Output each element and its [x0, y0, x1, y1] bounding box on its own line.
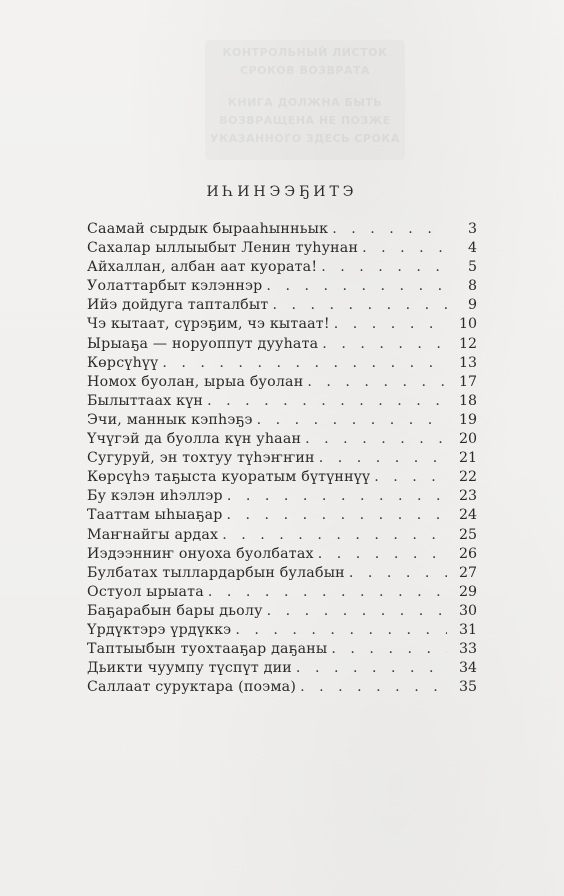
toc-entry	[87, 545, 477, 564]
toc-entry-title: Үчүгэй да буолла күн уһаан	[87, 431, 302, 448]
toc-entry-page-number: 4	[467, 240, 477, 257]
dot-leader	[204, 583, 447, 602]
dot-leader	[223, 487, 447, 506]
page-title: ИҺИНЭЭҔИТЭ	[206, 184, 358, 200]
toc-entry-title: Бу кэлэн иһэллэр	[87, 488, 223, 505]
stamp-line: КОНТРОЛЬНЫЙ ЛИСТОК	[222, 46, 388, 59]
dot-leader	[253, 411, 447, 430]
dot-leader	[345, 564, 447, 583]
toc-entry-page-number: 25	[458, 526, 477, 543]
toc-entry-title: Уолаттарбыт кэлэннэр	[87, 278, 263, 295]
toc-entry	[87, 430, 477, 449]
dot-leader	[218, 526, 447, 545]
toc-entry-title: Саллаат суруктара (поэма)	[87, 679, 297, 696]
toc-entry	[87, 239, 477, 258]
stamp-line: ВОЗВРАЩЕНА НЕ ПОЗЖЕ	[219, 114, 391, 127]
dot-leader	[262, 277, 447, 296]
toc-entry-page-number: 30	[458, 602, 477, 619]
dot-leader	[314, 545, 447, 564]
dot-leader	[296, 678, 447, 697]
dot-leader	[370, 468, 447, 487]
toc-entry-title: Ырыаҕа — норуоппут дууһата	[87, 335, 319, 352]
toc-entry	[87, 315, 477, 334]
dot-leader	[327, 640, 447, 659]
toc-entry	[87, 659, 477, 678]
toc-entry-title: Маҥнайгы ардах	[87, 526, 219, 543]
toc-entry	[87, 354, 477, 373]
toc-entry	[87, 526, 477, 545]
toc-entry-page-number: 33	[458, 641, 477, 658]
toc-entry-title: Таптыыбын туохтааҕар даҕаны	[87, 641, 328, 658]
toc-entry	[87, 258, 477, 277]
toc-entry-page-number: 10	[458, 316, 477, 333]
toc-entry-title: Булбатах тыллардарбын булабын	[87, 564, 345, 581]
toc-entry	[87, 487, 477, 506]
toc-entry-page-number: 9	[467, 297, 477, 314]
toc-entry-page-number: 18	[458, 392, 477, 409]
dot-leader	[292, 659, 447, 678]
dot-leader	[223, 506, 447, 525]
toc-entry	[87, 640, 477, 659]
toc-entry-title: Эчи, маннык кэпһэҕэ	[87, 411, 253, 428]
toc-entry	[87, 449, 477, 468]
toc-entry-title: Көрсүһүү	[87, 354, 159, 371]
toc-entry-title: Дьикти чуумпу түспүт дии	[87, 660, 292, 677]
toc-entry-page-number: 21	[458, 450, 477, 467]
toc-entry-title: Көрсүһэ таҕыста куоратым бүтүннүү	[87, 469, 371, 486]
toc-entry-page-number: 17	[458, 373, 477, 390]
toc-entry	[87, 506, 477, 525]
toc-entry-page-number: 27	[458, 564, 477, 581]
dot-leader	[358, 239, 447, 258]
dot-leader	[203, 392, 447, 411]
toc-entry-page-number: 29	[458, 583, 477, 600]
toc-entry-page-number: 13	[458, 354, 477, 371]
dot-leader	[318, 335, 447, 354]
toc-entry	[87, 373, 477, 392]
toc-entry	[87, 411, 477, 430]
toc-entry-title: Баҕарабын бары дьолу	[87, 602, 263, 619]
library-stamp-watermark	[205, 40, 405, 160]
toc-entry	[87, 678, 477, 697]
toc-entry-title: Остуол ырыата	[87, 583, 204, 600]
toc-entry-page-number: 8	[467, 278, 477, 295]
dot-leader	[158, 354, 447, 373]
toc-entry	[87, 296, 477, 315]
toc-entry-page-number: 22	[458, 469, 477, 486]
toc-entry-title: Ийэ дойдуга тапталбыт	[87, 297, 269, 314]
toc-entry	[87, 220, 477, 239]
table-of-contents	[87, 220, 477, 697]
toc-entry-title: Айхаллан, албан аат куората!	[87, 259, 318, 276]
toc-entry-page-number: 5	[467, 259, 477, 276]
toc-entry-title: Сугуруй, эн тохтуу түһэҥҥин	[87, 450, 315, 467]
dot-leader	[330, 315, 447, 334]
toc-entry-page-number: 12	[458, 335, 477, 352]
toc-entry-title: Иэдээнниҥ онуоха буолбатах	[87, 545, 314, 562]
toc-entry	[87, 602, 477, 621]
toc-entry	[87, 392, 477, 411]
stamp-line: СРОКОВ ВОЗВРАТА	[239, 64, 371, 77]
dot-leader	[317, 258, 447, 277]
toc-entry-title: Үрдүктэрэ үрдүккэ	[87, 621, 232, 638]
dot-leader	[231, 621, 447, 640]
dot-leader	[263, 602, 447, 621]
toc-entry-page-number: 23	[458, 488, 477, 505]
toc-entry	[87, 468, 477, 487]
toc-entry-title: Чэ кытаат, сүрэҕим, чэ кытаат!	[87, 316, 330, 333]
toc-entry-page-number: 31	[458, 621, 477, 638]
toc-entry-page-number: 35	[458, 679, 477, 696]
toc-entry	[87, 564, 477, 583]
toc-entry-page-number: 34	[458, 660, 477, 677]
toc-entry-title: Саамай сырдык бырааһынньык	[87, 221, 329, 237]
toc-entry-page-number: 3	[467, 221, 477, 237]
toc-entry-page-number: 20	[458, 431, 477, 448]
dot-leader	[315, 449, 447, 468]
toc-entry	[87, 583, 477, 602]
toc-entry-title: Тааттам ыһыаҕар	[87, 507, 223, 524]
toc-entry-page-number: 26	[458, 545, 477, 562]
toc-entry-page-number: 24	[458, 507, 477, 524]
dot-leader	[268, 296, 447, 315]
dot-leader	[303, 373, 447, 392]
dot-leader	[301, 430, 447, 449]
toc-entry	[87, 335, 477, 354]
toc-entry-title: Былыттаах күн	[87, 392, 204, 409]
stamp-line: УКАЗАННОГО ЗДЕСЬ СРОКА	[210, 132, 400, 145]
toc-entry	[87, 277, 477, 296]
toc-entry-page-number: 19	[458, 411, 477, 428]
toc-entry	[87, 621, 477, 640]
dot-leader	[328, 220, 447, 239]
toc-entry-title: Сахалар ыллыыбыт Ленин туһунан	[87, 240, 359, 257]
stamp-line: КНИГА ДОЛЖНА БЫТЬ	[227, 96, 383, 109]
toc-entry-title: Номох буолан, ырыа буолан	[87, 373, 304, 390]
